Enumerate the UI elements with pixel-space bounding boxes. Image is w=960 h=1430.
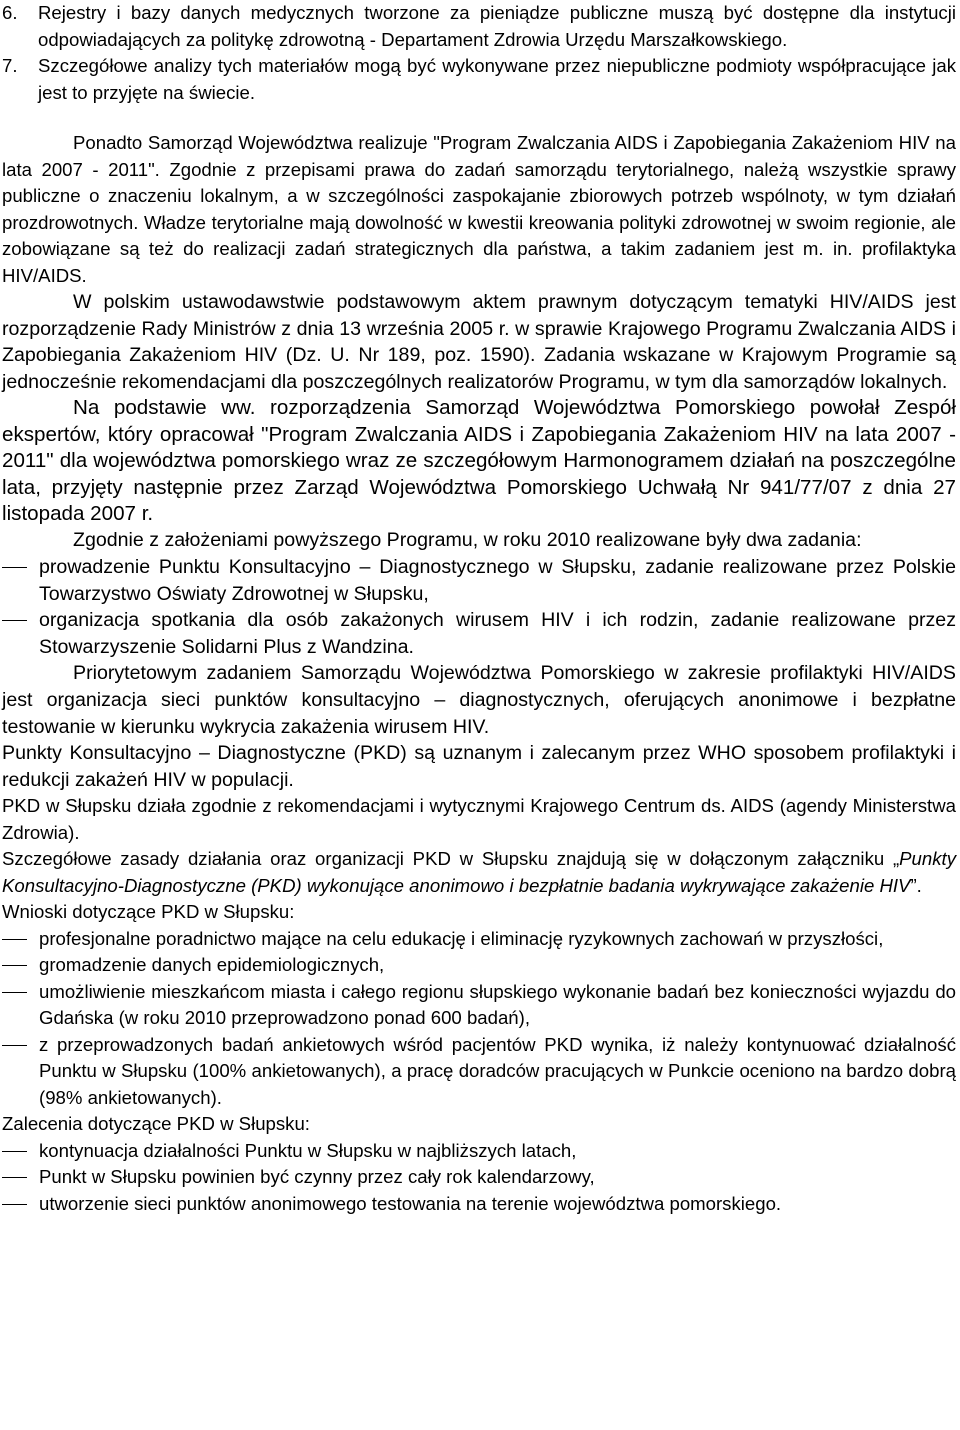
list-item: umożliwienie mieszkańcom miasta i całego regionu słupskiego wykonanie badań bez konieczności wyjazdu do Gdańska (w roku 2010 przeprowadzono ponad 600 badań), — [2, 979, 956, 1032]
paragraph-legislation — [2, 289, 956, 395]
item-text: Rejestry i bazy danych medycznych tworzone za pieniądze publiczne muszą być dostępne dla instytucji odpowiadających za politykę zdrowotną - Departament Zdrowia Urzędu Marszałkowskiego. — [38, 2, 956, 50]
list-item: organizacja spotkania dla osób zakażonych wirusem HIV i ich rodzin, zadanie realizowane przez Stowarzyszenie Solidarni Plus z Wandzina. — [2, 607, 956, 660]
dash-bullet-icon — [2, 1151, 27, 1152]
dash-bullet-icon — [2, 992, 27, 993]
item-number: 7. — [2, 55, 18, 76]
recommendations-heading: Zalecenia dotyczące PKD w Słupsku: — [2, 1113, 310, 1135]
paragraph-priority: Priorytetowym zadaniem Samorządu Województwa Pomorskiego w zakresie profilaktyki HIV/AIDS jest organizacja sieci punktów konsultacyjno – diagnostycznych, oferujących anonimowe i bezpłatne testowanie w kierunku wykrycia zakażenia wirusem HIV. — [2, 662, 956, 738]
dash-bullet-icon — [2, 965, 27, 966]
dash-bullet-icon — [2, 620, 27, 621]
legislation-text: W polskim ustawodawstwie podstawowym aktem prawnym dotyczącym tematyki HIV/AIDS jest rozporządzenie Rady Ministrów z dnia 13 września 2005 r. w sprawie Krajowego Programu Zwalczania AIDS i Zapobiegania Zakażeniom HIV (Dz. U. Nr 189, poz. 1590). — [2, 291, 956, 367]
numbered-item-7 — [2, 53, 956, 106]
dash-bullet-icon — [2, 1045, 27, 1046]
list-item: profesjonalne poradnictwo mające na celu edukację i eliminację ryzykownych zachowań w przyszłości, — [2, 926, 956, 953]
attachment-title: Punkty Konsultacyjno-Diagnostyczne (PKD) wykonujące anonimowo i bezpłatnie badania wykrywające zakażenie HIV — [2, 848, 956, 896]
list-item: gromadzenie danych epidemiologicznych, — [2, 952, 956, 979]
list-item: z przeprowadzonych badań ankietowych wśród pacjentów PKD wynika, iż należy kontynuować działalność Punktu w Słupsku (100% ankietowanych), a pracę doradców pracujących w Punkcie oceniono na bardzo dobrą (98% ankietowanych). — [2, 1032, 956, 1112]
paragraph-tasks-intro: Zgodnie z założeniami powyższego Programu, w roku 2010 realizowane były dwa zadania: — [73, 529, 862, 552]
item-text: Szczegółowe analizy tych materiałów mogą być wykonywane przez niepubliczne podmioty współpracujące jak jest to przyjęte na świecie. — [38, 55, 956, 103]
list-item: prowadzenie Punktu Konsultacyjno – Diagnostycznego w Słupsku, zadanie realizowane przez Polskie Towarzystwo Oświaty Zdrowotnej w Słupsku, — [2, 554, 956, 607]
list-item: utworzenie sieci punktów anonimowego testowania na terenie województwa pomorskiego. — [2, 1191, 956, 1218]
dash-bullet-icon — [2, 1204, 27, 1205]
dash-bullet-icon — [2, 567, 27, 568]
conclusions-list — [2, 926, 956, 1112]
dash-bullet-icon — [2, 939, 27, 940]
item-number: 6. — [2, 2, 18, 23]
list-item: Punkt w Słupsku powinien być czynny przez cały rok kalendarzowy, — [2, 1164, 956, 1191]
legislation-text-cont: Zadania wskazane w Krajowym Programie są jednocześnie rekomendacjami dla poszczególnych realizatorów Programu, w tym dla samorządów lokalnych. — [2, 344, 956, 393]
numbered-item-6 — [2, 0, 956, 53]
dash-bullet-icon — [2, 1177, 27, 1178]
list-item: kontynuacja działalności Punktu w Słupsku w najbliższych latach, — [2, 1138, 956, 1165]
conclusions-heading: Wnioski dotyczące PKD w Słupsku: — [2, 901, 295, 923]
paragraph-expert-team: Na podstawie ww. rozporządzenia Samorząd Województwa Pomorskiego powołał Zespół ekspertów, który opracował "Program Zwalczania AIDS i Zapobiegania Zakażeniom HIV na lata 2007 - 2011" dla województwa pomorskiego wraz ze szczegółowym Harmonogramem działań na poszczególne lata, przyjęty następnie przez Zarząd Województwa Pomorskiego Uchwałą Nr 941/77/07 z dnia 27 listopada 2007 r. — [2, 396, 956, 525]
paragraph-program-intro: Ponadto Samorząd Województwa realizuje "Program Zwalczania AIDS i Zapobiegania Zakażeniom HIV na lata 2007 - 2011". Zgodnie z przepisami prawa do zadań samorządu terytorialnego, należą wszystkie sprawy publiczne o znaczeniu lokalnym, a w szczególności zaspokajanie zbiorowych potrzeb wspólnoty, w tym działań prozdrowotnych. Władze terytorialne mają dowolność w kwestii kreowania polityki zdrowotnej w swoim regionie, ale zobowiązane są też do realizacji zadań strategicznych dla państwa, a takim zadaniem jest m. in. profilaktyka HIV/AIDS. — [2, 132, 956, 286]
paragraph-pkd-recommendations: PKD w Słupsku działa zgodnie z rekomendacjami i wytycznymi Krajowego Centrum ds. AIDS (agendy Ministerstwa Zdrowia). — [2, 795, 956, 843]
paragraph-attachment: Szczegółowe zasady działania oraz organizacji PKD w Słupsku znajdują się w dołączonym załączniku „Punkty Konsultacyjno-Diagnostyczne (PKD) wykonujące anonimowo i bezpłatnie badania wykrywające zakażenie HIV”. — [2, 848, 956, 896]
recommendations-list — [2, 1138, 956, 1218]
paragraph-pkd-who: Punkty Konsultacyjno – Diagnostyczne (PKD) są uznanym i zalecanym przez WHO sposobem profilaktyki i redukcji zakażeń HIV w populacji. — [2, 742, 956, 791]
tasks-list — [2, 554, 956, 660]
